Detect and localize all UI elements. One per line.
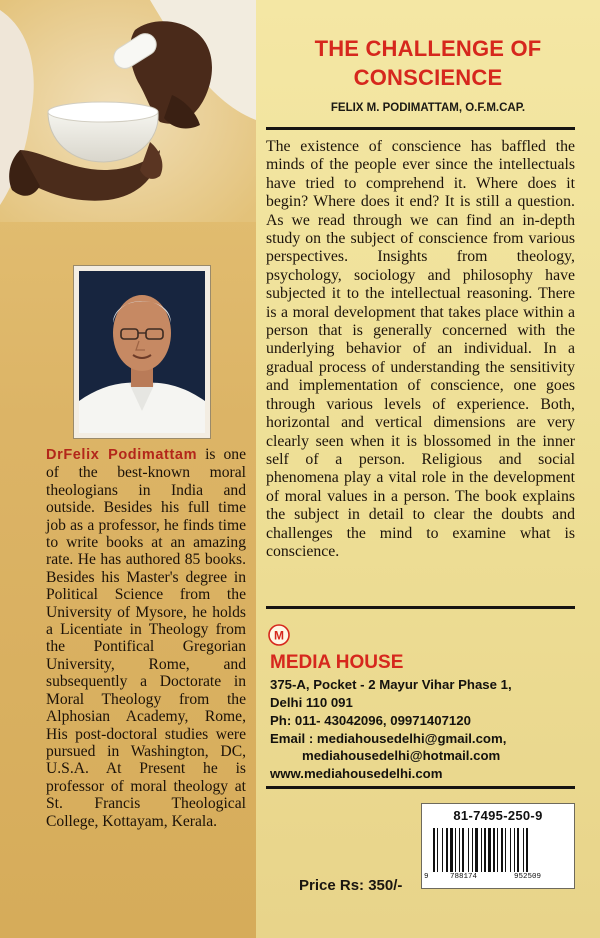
book-blurb: The existence of conscience has baffled the minds of the people ever since the intellectuals have tried to comprehend it. Where does it begin? Where does it end? It is still a question. As we read through we can find an in-depth study on the subject of conscience from various perspectives. Insights from theology, psychology, sociology and philosophy have subjected it to the intellectual reasoning. There is a moral development that takes place within a person that is generally concerned with the underlying behavior of an individual. In a gradual process of understanding the sensitivity and implementation of conscience, one goes through various levels of experience. Both, horizontal and vertical dimensions are very clearly seen when it is blossomed in the inner self of a person. Religious and social phenomena play a vital role in the development of moral values in a person. The book explains the subject in detail to clear the doubts and challenges the mind to examine what is conscience. (266, 138, 575, 560)
barcode-bar (493, 828, 495, 872)
barcode-bar (468, 828, 469, 872)
barcode-bar (459, 828, 460, 872)
barcode-bar (488, 828, 491, 872)
isbn-barcode (421, 803, 575, 889)
barcode-bar (433, 828, 435, 872)
barcode-bar (475, 828, 478, 872)
bottom-rule (266, 786, 575, 789)
barcode-bar (497, 828, 498, 872)
isbn-number: 81-7495-250-9 (453, 808, 543, 823)
barcode-bar (450, 828, 453, 872)
barcode-bar (446, 828, 448, 872)
middle-rule (266, 606, 575, 609)
book-title-line1: THE CHALLENGE OF (314, 36, 542, 61)
barcode-bar (442, 828, 443, 872)
barcode-bar (455, 828, 456, 872)
top-rule (266, 127, 575, 130)
mortar-pestle-hands-image (0, 0, 256, 222)
author-bio-name: DrFelix Podimattam (46, 447, 198, 463)
publisher-phone: Ph: 011- 43042096, 09971407120 (270, 713, 471, 728)
barcode-bar (505, 828, 506, 872)
barcode-digit-lead: 9 (424, 873, 429, 881)
barcode-bars (429, 828, 569, 872)
barcode-bar (437, 828, 438, 872)
barcode-bar (501, 828, 503, 872)
author-bio (46, 446, 246, 830)
barcode-bar (523, 828, 524, 872)
barcode-bar (472, 828, 473, 872)
publisher-website: www.mediahousedelhi.com (270, 766, 443, 781)
barcode-bar (510, 828, 511, 872)
barcode-bar (481, 828, 482, 872)
barcode-bar (462, 828, 464, 872)
author-bio-text: is one of the best-known moral theologians in India and outside. Besides his full time job as a professor, he finds time to write books at an amazing rate. He has authored 85 books. Besides his Master's degree in Political Science from the University of Mysore, he holds a Licentiate in Theology from the Pontifical Gregorian University, Rome, and subsequently a Doctorate in Moral Theology from the Alphosian Academy, Rome, His post-doctoral studies were pursued in Washington, DC, U.S.A. At Present he is professor of moral theology at St. Francis Theological College, Kottayam, Kerala. (46, 446, 246, 830)
barcode-bar (526, 828, 528, 872)
publisher-name: MEDIA HOUSE (270, 652, 404, 673)
author-byline: FELIX M. PODIMATTAM, O.F.M.CAP. (330, 102, 526, 114)
price: Price Rs: 350/- (299, 877, 403, 894)
book-title-line2: CONSCIENCE (353, 65, 503, 90)
barcode-digits-left: 788174 (450, 873, 478, 881)
logo-letter: M (274, 628, 284, 643)
publisher-email-alt: mediahousedelhi@hotmail.com (302, 748, 501, 763)
barcode-bar (517, 828, 519, 872)
book-title (268, 34, 588, 92)
barcode-bar (484, 828, 486, 872)
publisher-address-line1: 375-A, Pocket - 2 Mayur Vihar Phase 1, (270, 677, 512, 692)
media-house-logo-icon (268, 624, 290, 646)
publisher-email: Email : mediahousedelhi@gmail.com, (270, 731, 507, 746)
publisher-address-line2: Delhi 110 091 (270, 695, 353, 710)
barcode-digits-right: 952509 (514, 873, 542, 881)
barcode-bar (514, 828, 515, 872)
author-photo (73, 265, 211, 439)
